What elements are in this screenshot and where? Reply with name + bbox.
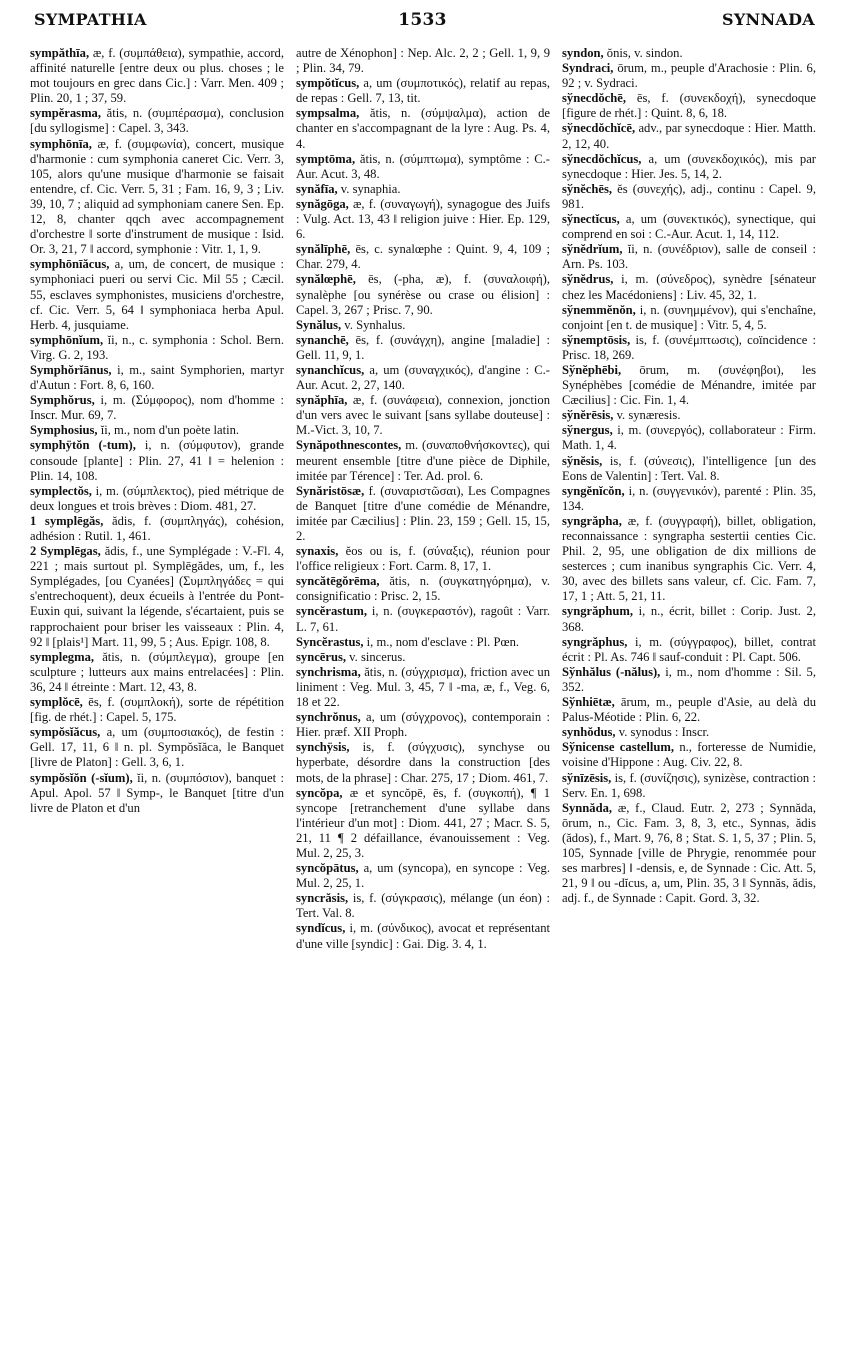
entry-headword: sўnĕdrus, <box>562 272 614 287</box>
entry-headword: sўnecdŏchĭcē, <box>562 121 636 136</box>
dictionary-entry <box>30 650 284 695</box>
entry-headword: syncērus, <box>296 649 347 664</box>
entry-definition: i, m. (σύγγραφος), billet, contrat écrit : Pl. As. 746 ‖ sauf-conduit : Pl. Capt. 506. <box>562 634 816 664</box>
entry-headword: sympŏtĭcus, <box>296 76 360 91</box>
dictionary-entry <box>296 152 550 182</box>
entry-definition: a, um (συμποσιακός), de festin : Gell. 17, 11, 6 ‖ n. pl. Sympŏsĭăca, le Banquet [livre de Platon] : Gell. 3, 6, 1. <box>30 725 284 770</box>
dictionary-entry <box>562 665 816 695</box>
entry-headword: Sўnicense castellum, <box>562 740 675 755</box>
entry-definition: ădis, f. (συμπληγάς), cohésion, adhésion : Rutil. 1, 461. <box>30 513 284 543</box>
entry-definition: a, um (συνεκτικός), synectique, qui comprend en soi : C.-Aur. Acut. 1, 14, 112. <box>562 212 816 242</box>
entry-headword: Symphŏrĭānus, <box>30 362 112 377</box>
dictionary-entry <box>562 484 816 514</box>
entry-headword: symplectŏs, <box>30 483 92 498</box>
entry-definition: i, m. (σύνδικος), avocat et représentant d'une ville [syndic] : Gai. Dig. 3. 4, 1. <box>296 921 550 951</box>
entry-definition: n., forteresse de Numidie, voisine d'Hippone : Aug. Civ. 22, 8. <box>562 740 816 770</box>
entry-definition: æ, f. (συνάφεια), connexion, jonction d'un vers avec le suivant [sans syllabe douteuse] : M.-Vict. 3, 10, 7. <box>296 393 550 438</box>
dictionary-entry <box>562 725 816 740</box>
entry-headword: Syncĕrastus, <box>296 634 364 649</box>
entry-definition: v. synaphia. <box>337 181 401 196</box>
entry-definition: ătis, n. (σύγχρισμα), friction avec un liniment : Veg. Mul. 3, 45, 7 ‖ -ma, æ, f., Veg. 6, 18 et 22. <box>296 664 550 710</box>
entry-definition: æ, f., Claud. Eutr. 2, 273 ; Synnăda, ōrum, n., Cic. Fam. 3, 8, 3, etc., Synnas, ădis (ădos), f., Mart. 9, 76, 8 ; Stat. S. 1, 5, 37 ; Plin. 5, 105, Synnade [ville de Phrygie, renommée pour ses marbres] ‖ -densis, e, de Synnade : Cic. Att. 5, 21, 9 ‖ ou -dĭcus, a, um, Plin. 35, 3 ‖ Synnăs, ădis, adj. f., de Synnade : Capit. Gord. 3, 32. <box>562 800 816 906</box>
entry-headword: syndĭcus, <box>296 921 346 936</box>
entry-headword: Syndraci, <box>562 61 614 76</box>
entry-definition: is, f. (σύγχυσις), synchyse ou hyperbate, désordre dans la construction [des mots, de la phrase] : Char. 275, 17 ; Diom. 461, 7. <box>296 740 550 785</box>
dictionary-entry <box>562 212 816 242</box>
entry-headword: synălœphē, <box>296 272 356 287</box>
entry-headword: symphōnīa, <box>30 136 92 151</box>
entry-headword: Synăpothnescontes, <box>296 438 402 453</box>
entry-headword: synaxis, <box>296 544 339 559</box>
entry-headword: sympăthīa, <box>30 46 90 60</box>
entry-definition: i, n. (συγγενικόν), parenté : Plin. 35, 134. <box>562 483 816 513</box>
dictionary-entry <box>296 318 550 333</box>
dictionary-entry <box>562 408 816 423</box>
dictionary-entry <box>30 393 284 423</box>
entry-headword: synăgōga, <box>296 196 349 211</box>
entry-headword: sўnĕchēs, <box>562 181 613 196</box>
page-header <box>30 10 815 36</box>
dictionary-entry <box>296 393 550 438</box>
dictionary-entry <box>30 46 284 106</box>
dictionary-entry <box>562 333 816 363</box>
dictionary-entry <box>562 740 816 770</box>
entry-headword: synhŏdus, <box>562 725 616 740</box>
dictionary-entry <box>562 363 816 408</box>
dictionary-entry <box>296 484 550 544</box>
dictionary-entry <box>30 257 284 332</box>
entry-definition: i, m., nom d'homme : Sil. 5, 352. <box>562 664 816 694</box>
dictionary-entry <box>296 574 550 604</box>
entry-definition: i, m. (συνεργός), collaborateur : Firm. Math. 1, 4. <box>562 423 816 453</box>
dictionary-entry <box>296 665 550 710</box>
entry-definition: æ et syncŏpē, ēs, f. (συγκοπή), ¶ 1 syncope [retranchement d'une syllabe dans l'intérieur d'un mot] : Diom. 441, 27 ; Macr. S. 5, 21, 11 ¶ 2 défaillance, évanouissement : Veg. Mul. 2, 25, 3. <box>296 785 550 860</box>
dictionary-entry <box>562 303 816 333</box>
entry-headword: sўnemptōsis, <box>562 332 631 347</box>
entry-definition: æ, f. (συμφωνία), concert, musique d'harmonie : cum symphonia caneret Cic. Verr. 3, 105, alors qu'une musique d'harmonie se faisait entendre, cf. Cic. Verr. 5, 31 ; Fam. 16, 9, 3 ; Liv. 39, 10, 7 ; aliquid ad symphoniam canere Sen. Ep. 12, 8, chanter qqch avec accompagnement d'orchestre ‖ sorte d'instrument de musique : Isid. Or. 3, 21, 7 ‖ accord, symphonie : Vitr. 1, 1, 9. <box>30 136 284 257</box>
entry-headword: symphōnĭum, <box>30 332 104 347</box>
entry-definition: m. (συναποθνήσκοντες), qui meurent ensemble [titre d'une pièce de Diphile, imitée par Térence] : Ter. Ad. prol. 6. <box>296 438 550 483</box>
entry-headword: synălīphē, <box>296 242 351 257</box>
entry-definition: a, um (συνεκδοχικός), mis par synecdoque : Hier. Jes. 5, 14, 2. <box>562 151 816 181</box>
entry-headword: sympĕrasma, <box>30 106 102 121</box>
entry-definition: v. Synhalus. <box>341 317 406 332</box>
entry-definition: a, um (syncopa), en syncope : Veg. Mul. 2, 25, 1. <box>296 861 550 891</box>
entry-headword: synăfīa, <box>296 181 338 196</box>
entry-headword: sўnĕsis, <box>562 453 603 468</box>
entry-headword: sympsalma, <box>296 106 360 121</box>
entry-headword: Synălus, <box>296 317 342 332</box>
dictionary-entry <box>562 61 816 91</box>
dictionary-entry <box>296 891 550 921</box>
entry-headword: sympŏsĭŏn (-sĭum), <box>30 770 133 785</box>
entry-headword: syngrăpha, <box>562 513 622 528</box>
dictionary-entry <box>296 544 550 574</box>
entry-headword: Symphosius, <box>30 423 98 438</box>
dictionary-entry <box>296 650 550 665</box>
dictionary-entry <box>562 152 816 182</box>
entry-headword: sўnecdŏchĭcus, <box>562 151 642 166</box>
entry-definition: ĭi, n. (συμπόσιον), banquet : Apul. Apol. 57 ‖ Symp-, le Banquet [titre d'un livre de Platon et d'un <box>30 770 284 815</box>
entry-headword: symphÿtŏn (-tum), <box>30 438 136 453</box>
dictionary-entry <box>562 695 816 725</box>
header-left-guideword: SYMPATHIA <box>34 10 147 29</box>
entry-headword: syngrăphus, <box>562 634 628 649</box>
entry-headword: synchÿsis, <box>296 740 350 755</box>
entry-definition: v. sincerus. <box>346 649 406 664</box>
dictionary-entry <box>30 484 284 514</box>
dictionary-entry <box>30 137 284 258</box>
dictionary-columns <box>30 46 818 1346</box>
dictionary-entry <box>30 106 284 136</box>
entry-headword: 1 symplēgăs, <box>30 513 104 528</box>
entry-headword: syncŏpa, <box>296 785 343 800</box>
entry-headword: synchrŏnus, <box>296 710 361 725</box>
entry-definition: ōrum, m. (συνέφηβοι), les Synéphèbes [comédie de Ménandre, imitée par Cæcilius] : Cic. Fin. 1, 4. <box>562 362 816 408</box>
entry-headword: sўnergus, <box>562 423 613 438</box>
entry-headword: symphōnīăcus, <box>30 257 110 272</box>
entry-definition: ătis, n. (σύμπτωμα), symptôme : C.-Aur. Acut. 3, 48. <box>296 151 550 181</box>
dictionary-entry <box>562 272 816 302</box>
dictionary-entry <box>30 423 284 438</box>
dictionary-entry <box>30 438 284 483</box>
entry-definition: ĭi, m., nom d'un poète latin. <box>97 423 240 438</box>
entry-headword: Sўnhiētæ, <box>562 695 615 710</box>
header-right-guideword: SYNNADA <box>721 10 815 29</box>
entry-headword: sўnecdŏchē, <box>562 91 627 106</box>
dictionary-entry <box>562 423 816 453</box>
entry-headword: Symphŏrus, <box>30 393 95 408</box>
entry-definition: v. synodus : Inscr. <box>615 725 710 740</box>
entry-definition: i, m., saint Symphorien, martyr d'Autun : Fort. 8, 6, 160. <box>30 362 284 393</box>
dictionary-entry <box>30 725 284 770</box>
entry-definition: is, f. (σύνεσις), l'intelligence [un des Eons de Valentin] : Tert. Val. 8. <box>562 453 816 483</box>
entry-headword: syncătēgŏrēma, <box>296 574 380 589</box>
entry-headword: syncŏpātus, <box>296 861 359 876</box>
entry-headword: Synăristōsæ, <box>296 483 365 498</box>
entry-definition: ēs, f. (συνάγχη), angine [maladie] : Gell. 11, 9, 1. <box>296 332 550 362</box>
entry-definition: ēs, c. synalœphe : Quint. 9, 4, 109 ; Char. 279, 4. <box>296 242 550 272</box>
entry-headword: syncrăsis, <box>296 891 349 906</box>
dictionary-entry <box>562 604 816 634</box>
entry-headword: symptōma, <box>296 151 356 166</box>
entry-definition: adv., par synecdoque : Hier. Matth. 2, 12, 40. <box>562 121 816 151</box>
entry-definition: a, um, de concert, de musique : symphoniaci pueri ou servi Cic. Mil 55 ; Cæcil. 55, esclaves symphonistes, musiciens d'orchestre, cf. Cic. Verr. 5, 64 ‖ symphoniaca herba Apul. Herb. 4, jusquiame. <box>30 257 284 332</box>
entry-definition: ătis, n. (σύμψαλμα), action de chanter en s'accompagnant de la lyre : Aug. Ps. 4, 4. <box>296 106 550 151</box>
entry-headword: sўnīzēsis, <box>562 770 612 785</box>
entry-definition: v. synæresis. <box>613 408 681 423</box>
dictionary-entry <box>296 363 550 393</box>
dictionary-entry <box>296 272 550 317</box>
dictionary-entry <box>296 604 550 634</box>
entry-definition: ădis, f., une Symplégade : V.-Fl. 4, 221 ; mais surtout pl. Symplēgădes, um, f., les Symplégades, [ou Cyanées] (Συμπληγάδες = qui s'entrechoquent), deux écueils à l'entrée du Pont-Euxin qui, suivant la légende, s'écartaient, puis se rapprochaient pour briser les vaisseaux : Plin. 4, 92 ‖ [plais¹] Mart. 11, 99, 5 ; Aus. Epigr. 108, 8. <box>30 544 284 649</box>
entry-headword: sympŏsĭăcus, <box>30 725 101 740</box>
dictionary-entry <box>562 182 816 212</box>
entry-definition: autre de Xénophon] : Nep. Alc. 2, 2 ; Gell. 1, 9, 9 ; Plin. 34, 79. <box>296 46 550 76</box>
entry-headword: sўnĕdrĭum, <box>562 242 623 257</box>
entry-definition: ătis, n. (συμπέρασμα), conclusion [du syllogisme] : Capel. 3, 343. <box>30 106 284 136</box>
dictionary-entry <box>296 242 550 272</box>
entry-headword: syncĕrastum, <box>296 604 368 619</box>
dictionary-entry <box>562 121 816 151</box>
dictionary-entry <box>30 514 284 544</box>
entry-definition: ārum, m., peuple d'Asie, au delà du Palus-Méotide : Plin. 6, 22. <box>562 695 816 725</box>
entry-headword: symplŏcē, <box>30 695 83 710</box>
entry-headword: sўnectĭcus, <box>562 212 620 227</box>
entry-definition: æ, f. (συγγραφή), billet, obligation, reconnaissance : syngrapha sestertii centies Cic. Phil. 2, 95, une obligation de dix millions de sesterces ; cum inanibus syngraphis Cic. Verr. 4, 30, avec des billets sans valeur, cf. Cic. Fam. 7, 17, 1 ; Att. 5, 21, 11. <box>562 513 816 604</box>
entry-definition: ĕs (συνεχής), adj., continu : Capel. 9, 981. <box>562 181 816 211</box>
column-right <box>562 46 816 1346</box>
entry-definition: i, m., nom d'esclave : Pl. Pœn. <box>363 634 520 649</box>
dictionary-entry <box>296 182 550 197</box>
dictionary-entry <box>296 46 550 76</box>
entry-definition: is, f. (σύγκρασις), mélange (un éon) : Tert. Val. 8. <box>296 891 550 921</box>
dictionary-entry <box>562 514 816 605</box>
dictionary-entry <box>30 333 284 363</box>
entry-headword: symplegma, <box>30 649 95 664</box>
entry-definition: a, um (σύγχρονος), contemporain : Hier. præf. XII Proph. <box>296 710 550 740</box>
entry-definition: ōrum, m., peuple d'Arachosie : Plin. 6, 92 ; v. Sydraci. <box>562 61 816 91</box>
entry-definition: ŏnis, v. sindon. <box>603 46 683 60</box>
dictionary-entry <box>296 861 550 891</box>
entry-definition: a, um (συμποτικός), relatif au repas, de repas : Gell. 7, 13, tit. <box>296 76 550 106</box>
entry-definition: i, n., écrit, billet : Corip. Just. 2, 368. <box>562 604 816 634</box>
dictionary-entry <box>562 801 816 907</box>
entry-headword: Synnăda, <box>562 800 613 815</box>
entry-definition: ĭi, n. (συνέδριον), salle de conseil : Arn. Ps. 103. <box>562 242 816 272</box>
dictionary-entry <box>296 438 550 483</box>
dictionary-entry <box>296 921 550 951</box>
dictionary-entry <box>562 771 816 801</box>
entry-headword: synchrisma, <box>296 664 361 679</box>
dictionary-entry <box>296 333 550 363</box>
dictionary-entry <box>296 740 550 785</box>
entry-headword: syngĕnĭcŏn, <box>562 483 625 498</box>
dictionary-entry <box>562 46 816 61</box>
dictionary-entry <box>30 771 284 816</box>
entry-definition: is, f. (συνίζησις), synizèse, contraction : Serv. En. 1, 698. <box>562 770 816 800</box>
entry-definition: ĭi, n., c. symphonia : Schol. Bern. Virg. G. 2, 193. <box>30 332 284 362</box>
entry-definition: i, m. (σύμπλεκτος), pied métrique de deux longues et trois brèves : Diom. 481, 27. <box>30 483 284 513</box>
entry-headword: syngrăphum, <box>562 604 634 619</box>
dictionary-entry <box>562 91 816 121</box>
column-left <box>30 46 284 1346</box>
dictionary-entry <box>296 106 550 151</box>
entry-definition: i, n. (συνημμένον), qui s'enchaîne, conjoint [en t. de musique] : Vitr. 5, 4, 5. <box>562 302 816 332</box>
entry-headword: synanchĭcus, <box>296 362 365 377</box>
entry-definition: æ, f. (συναγωγή), synagogue des Juifs : Vulg. Act. 13, 43 ‖ religion juive : Hier. Ep. 129, 6. <box>296 196 550 242</box>
entry-definition: is, f. (συνέμπτωσις), coïncidence : Prisc. 18, 269. <box>562 332 816 362</box>
dictionary-entry <box>30 695 284 725</box>
entry-definition: i, n. (σύμφυτον), grande consoude [plante] : Plin. 27, 41 ‖ = helenion : Plin. 14, 108. <box>30 438 284 483</box>
dictionary-entry <box>30 544 284 650</box>
dictionary-entry <box>562 454 816 484</box>
entry-definition: ēs, f. (συνεκδοχή), synecdoque [figure de rhét.] : Quint. 8, 6, 18. <box>562 91 816 121</box>
dictionary-entry <box>30 363 284 393</box>
entry-headword: 2 Symplēgas, <box>30 544 101 559</box>
entry-definition: a, um (συναγχικός), d'angine : C.-Aur. Acut. 2, 27, 140. <box>296 362 550 393</box>
dictionary-entry <box>296 786 550 861</box>
dictionary-entry <box>562 242 816 272</box>
entry-definition: f. (συναριστῶσαι), Les Compagnes de Banquet [titre d'une comédie de Ménandre, imitée par Cæcilius] : Plin. 23, 159 ; Gell. 15, 15, 2. <box>296 483 550 543</box>
dictionary-entry <box>296 635 550 650</box>
dictionary-entry <box>296 76 550 106</box>
entry-definition: i, m. (Σύμφορος), nom d'homme : Inscr. Mur. 69, 7. <box>30 393 284 423</box>
entry-definition: ătis, n. (συγκατηγόρημα), v. consignificatio : Prisc. 2, 15. <box>296 574 550 604</box>
column-middle <box>296 46 550 1346</box>
entry-headword: sўnemmĕnŏn, <box>562 302 636 317</box>
entry-headword: Sўnĕphēbi, <box>562 362 622 377</box>
entry-definition: i, n. (συγκεραστόν), ragoût : Varr. L. 7, 61. <box>296 604 550 634</box>
entry-headword: Sўnhălus (-nălus), <box>562 664 661 679</box>
entry-definition: ēs, (-pha, æ), f. (συναλοιφή), synalèphe [ou synérèse ou crase ou élision] : Capel. 3, 267 ; Prisc. 7, 90. <box>296 272 550 317</box>
dictionary-entry <box>296 197 550 242</box>
page-number: 1533 <box>398 10 447 30</box>
entry-headword: synanchē, <box>296 332 349 347</box>
entry-definition: i, m. (σύνεδρος), synèdre [sénateur chez les Macédoniens] : Liv. 45, 32, 1. <box>562 272 816 302</box>
entry-headword: sўnĕrēsis, <box>562 408 614 423</box>
entry-definition: ĕos ou is, f. (σύναξις), réunion pour l'office religieux : Fort. Carm. 8, 17, 1. <box>296 544 550 574</box>
entry-headword: synăphīa, <box>296 393 348 408</box>
entry-definition: æ, f. (συμπάθεια), sympathie, accord, affinité naturelle [entre deux ou plus. choses ; le mot toujours en grec dans Cic.] : Varr. Men. 409 ; Plin. 20, 1 ; 37, 59. <box>30 46 284 106</box>
dictionary-entry <box>562 635 816 665</box>
dictionary-entry <box>296 710 550 740</box>
entry-definition: ătis, n. (σύμπλεγμα), groupe [en sculpture ; lutteurs aux mains entrelacées] : Plin. 36, 24 ‖ étreinte : Mart. 12, 43, 8. <box>30 649 284 694</box>
entry-headword: syndon, <box>562 46 604 60</box>
entry-definition: ēs, f. (συμπλοκή), sorte de répétition [fig. de rhét.] : Capel. 5, 175. <box>30 695 284 725</box>
